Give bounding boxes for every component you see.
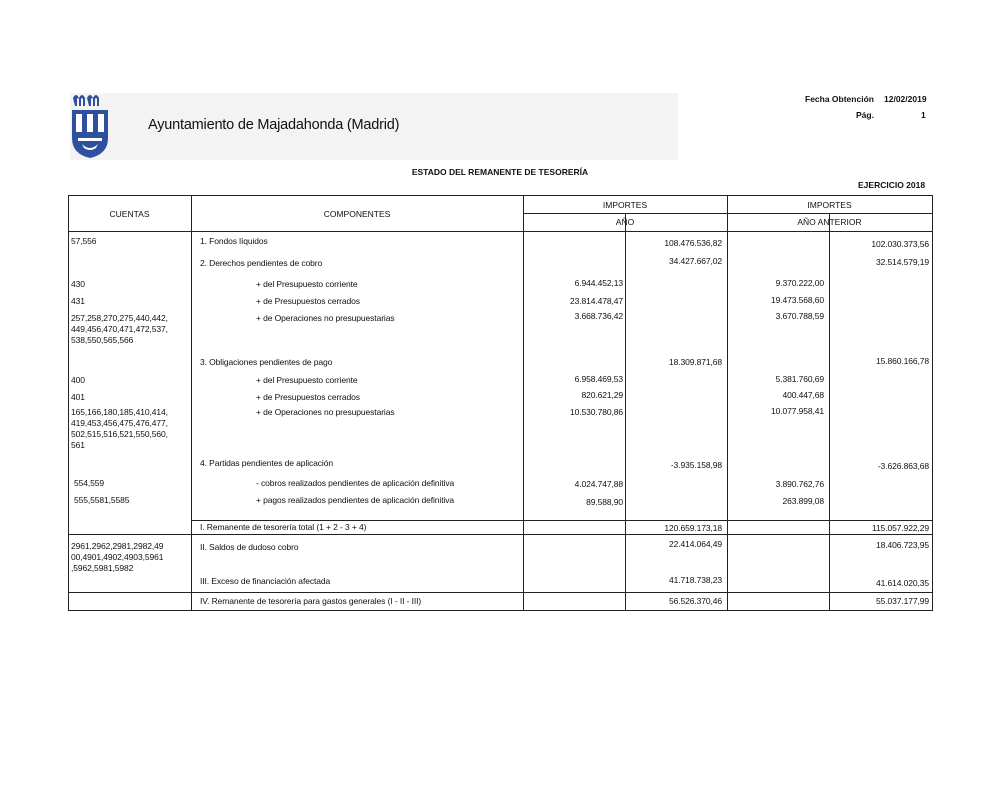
row-cuentas: 400 [71, 375, 85, 385]
page-number: 1 [921, 110, 926, 120]
organization-name: Ayuntamiento de Majadahonda (Madrid) [148, 117, 400, 133]
row-anio-detalle: 6.958.469,53 [574, 374, 623, 384]
row-anterior-detalle: 400.447,68 [782, 390, 824, 400]
row-anterior-detalle: 5.381.760,69 [775, 374, 824, 384]
row-cuentas: 554,559 [74, 478, 105, 488]
row-anio-total: 41.718.738,23 [668, 575, 722, 585]
row-anio-detalle: 23.814.478,47 [569, 296, 623, 306]
header-importes-anterior: IMPORTES [807, 200, 852, 210]
row-anio-total: 108.476.536,82 [664, 238, 722, 248]
row-componente: IV. Remanente de tesorería para gastos generales (I - II - III) [200, 596, 422, 606]
row-anio-total: 34.427.667,02 [668, 256, 722, 266]
row-anio-detalle: 4.024.747,88 [574, 479, 623, 489]
report-title: ESTADO DEL REMANENTE DE TESORERÍA [411, 167, 589, 177]
row-componente: + de Presupuestos cerrados [256, 392, 360, 402]
page-label: Pág. [856, 110, 874, 120]
row-componente: - cobros realizados pendientes de aplicación definitiva [256, 478, 455, 488]
fecha-obtencion-value: 12/02/2019 [884, 94, 927, 104]
row-anterior-total: 102.030.373,56 [871, 239, 929, 249]
row-anterior-total: 55.037.177,99 [875, 596, 929, 606]
row-cuentas: 2961,2962,2981,2982,49 00,4901,4902,4903,5961 ,5962,5981,5982 [71, 541, 164, 573]
row-anterior-total: -3.626.863,68 [877, 461, 929, 471]
header-componentes: COMPONENTES [323, 209, 391, 219]
row-componente: + del Presupuesto corriente [256, 279, 358, 289]
row-anterior-detalle: 19.473.568,60 [770, 295, 824, 305]
row-anio-detalle: 3.668.736,42 [574, 311, 623, 321]
header-anio: AÑO [615, 217, 635, 227]
row-anio-total: -3.935.158,98 [670, 460, 722, 470]
row-anio-detalle: 6.944.452,13 [574, 278, 623, 288]
row-anio-total: 22.414.064,49 [668, 539, 722, 549]
row-componente: + de Operaciones no presupuestarias [256, 313, 395, 323]
row-cuentas: 431 [71, 296, 85, 306]
row-anterior-detalle: 9.370.222,00 [775, 278, 824, 288]
row-cuentas: 257,258,270,275,440,442, 449,456,470,471,472,537, 538,550,565,566 [71, 313, 168, 345]
row-componente: + de Operaciones no presupuestarias [256, 407, 395, 417]
row-componente: 4. Partidas pendientes de aplicación [200, 458, 333, 468]
row-anterior-total: 15.860.166,78 [875, 356, 929, 366]
row-anterior-total: 41.614.020,35 [875, 578, 929, 588]
row-anterior-total: 115.057.922,29 [871, 523, 929, 533]
row-cuentas: 401 [71, 392, 85, 402]
row-anio-detalle: 89.588,90 [586, 497, 623, 507]
row-anio-detalle: 10.530.780,86 [569, 407, 623, 417]
row-anio-total: 18.309.871,68 [668, 357, 722, 367]
row-anterior-detalle: 10.077.958,41 [770, 406, 824, 416]
header-cuentas: CUENTAS [109, 209, 150, 219]
row-cuentas: 555,5581,5585 [74, 495, 130, 505]
row-anio-total: 120.659.173,18 [664, 523, 722, 533]
row-cuentas: 430 [71, 279, 85, 289]
row-componente: III. Exceso de financiación afectada [200, 576, 331, 586]
row-componente: 1. Fondos líquidos [200, 236, 268, 246]
row-componente: 3. Obligaciones pendientes de pago [200, 357, 333, 367]
row-anterior-detalle: 3.670.788,59 [775, 311, 824, 321]
row-componente: + del Presupuesto corriente [256, 375, 358, 385]
row-componente: + pagos realizados pendientes de aplicación definitiva [256, 495, 455, 505]
row-anio-detalle: 820.621,29 [581, 390, 623, 400]
row-anterior-detalle: 3.890.762,76 [775, 479, 824, 489]
row-componente: II. Saldos de dudoso cobro [200, 542, 299, 552]
row-cuentas: 57,556 [71, 236, 97, 246]
row-componente: 2. Derechos pendientes de cobro [200, 258, 323, 268]
row-anterior-detalle: 263.899,08 [782, 496, 824, 506]
ejercicio-label: EJERCICIO 2018 [858, 180, 926, 190]
row-anio-total: 56.526.370,46 [668, 596, 722, 606]
row-anterior-total: 18.406.723,95 [875, 540, 929, 550]
fecha-obtencion-label: Fecha Obtención [805, 94, 874, 104]
header-anio-anterior: AÑO ANTERIOR [797, 217, 862, 227]
header-importes: IMPORTES [602, 200, 648, 210]
row-cuentas: 165,166,180,185,410,414, 419,453,456,475,476,477, 502,515,516,521,550,560, 561 [71, 407, 168, 450]
row-componente: + de Presupuestos cerrados [256, 296, 360, 306]
row-anterior-total: 32.514.579,19 [875, 257, 929, 267]
row-componente: I. Remanente de tesorería total (1 + 2 - 3 + 4) [200, 522, 367, 532]
